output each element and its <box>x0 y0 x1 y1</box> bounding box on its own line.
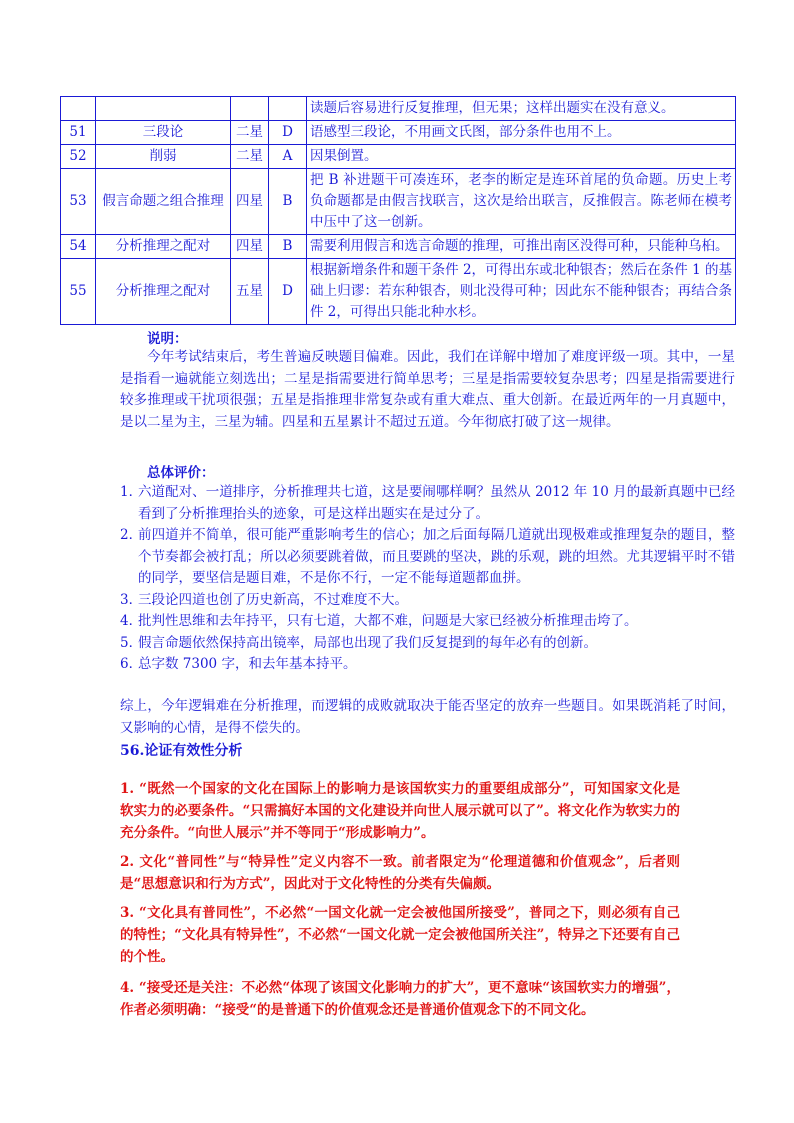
evaluation-item-text: 假言命题依然保持高出镜率，局部也出现了我们反复提到的每年必有的创新。 <box>138 634 597 651</box>
evaluation-item-number: 4． <box>120 613 143 629</box>
evaluation-item-text: 三段论四道也创了历史新高，不过难度不大。 <box>138 591 408 608</box>
evaluation-list <box>120 482 735 676</box>
answer-cell: A <box>269 145 307 169</box>
section-title: 56.论证有效性分析 <box>120 743 243 759</box>
analysis-note-cell: 因果倒置。 <box>307 145 736 169</box>
difficulty-cell: 二星 <box>231 121 269 145</box>
analysis-note-cell: 读题后容易进行反复推理，但无果；这样出题实在没有意义。 <box>307 97 736 121</box>
answer-cell: B <box>269 169 307 235</box>
table-row <box>61 97 736 121</box>
answer-cell <box>269 97 307 121</box>
evaluation-item-text: 前四道并不简单，很可能严重影响考生的信心；加之后面每隔几道就出现极难或推理复杂的题目，整个节奏都会被打乱；所以必须要跳着做，而且要跳的坚决，跳的乐观，跳的坦然。尤其逻辑平时不错的同学，要坚信是题目难，不是你不行，一定不能每道题都血拼。 <box>138 527 735 586</box>
argument-point-4: 4. “接受还是关注：不必然“体现了该国文化影响力的扩大”，更不意味“该国软实力的增强”，作者必须明确：“接受“的是普通下的价值观念还是普通价值观念下的不同文化。 <box>120 980 680 1018</box>
answer-cell: D <box>269 259 307 325</box>
analysis-note-cell: 需要利用假言和选言命题的推理，可推出南区没得可种，只能种乌桕。 <box>307 235 736 259</box>
evaluation-item <box>120 633 735 655</box>
question-number-cell: 51 <box>61 121 96 145</box>
evaluation-item <box>120 525 735 590</box>
evaluation-item-number: 3． <box>120 591 143 608</box>
argument-point-3: 3. “文化具有普同性”，不必然“一国文化就一定会被他国所接受”，普同之下，则必须有自己的特性；“文化具有特异性”，不必然“一国文化就一定会被他国所关注”，特异之下还要有自己的个性。 <box>120 905 680 965</box>
difficulty-cell <box>231 97 269 121</box>
explanation-paragraph: 今年考试结束后，考生普遍反映题目偏难。因此，我们在详解中增加了难度评级一项。其中，一星是指看一遍就能立刻选出；二星是指需要进行简单思考；三星是指需要较复杂思考；四星是指需要进行较多推理或干扰项很强；五星是指推理非常复杂或有重大难点、重大创新。在最近两年的一月真题中，是以二星为主，三星为辅。四星和五星累计不超过五道。今年彻底打破了这一规律。 <box>120 349 735 430</box>
question-type-cell: 削弱 <box>96 145 231 169</box>
difficulty-cell: 二星 <box>231 145 269 169</box>
evaluation-item <box>120 482 735 525</box>
evaluation-item-text: 六道配对、一道排序，分析推理共七道，这是要闹哪样啊？虽然从 2012 年 10 月的最新真题中已经看到了分析推理抬头的迹象，可是这样出题实在是过分了。 <box>138 484 735 522</box>
analysis-note-cell: 把 B 补进题干可凑连环，老李的断定是连环首尾的负命题。历史上考负命题都是由假言找联言，这次是给出联言，反推假言。陈老师在模考中压中了这一创新。 <box>307 169 736 235</box>
table-row <box>61 145 736 169</box>
argument-point-2: 2. 文化“普同性”与“特异性”定义内容不一致。前者限定为“伦理道德和价值观念”，后者则是“思想意识和行为方式”，因此对于文化特性的分类有失偏颇。 <box>120 854 680 892</box>
answer-cell: B <box>269 235 307 259</box>
evaluation-item-number: 6． <box>120 656 143 672</box>
table-row <box>61 235 736 259</box>
question-number-cell: 54 <box>61 235 96 259</box>
question-type-cell: 分析推理之配对 <box>96 259 231 325</box>
difficulty-cell: 五星 <box>231 259 269 325</box>
evaluation-item-number: 5． <box>120 634 143 651</box>
evaluation-item <box>120 654 735 676</box>
answer-table <box>60 96 736 325</box>
question-type-cell <box>96 97 231 121</box>
table-row <box>61 259 736 325</box>
question-number-cell <box>61 97 96 121</box>
evaluation-summary: 综上，今年逻辑难在分析推理，而逻辑的成败就取决于能否坚定的放弃一些题目。如果既消耗了时间，又影响的心情，是得不偿失的。 <box>120 698 735 736</box>
question-type-cell: 假言命题之组合推理 <box>96 169 231 235</box>
evaluation-item <box>120 611 735 633</box>
question-type-cell: 三段论 <box>96 121 231 145</box>
argument-point-1: 1. “既然一个国家的文化在国际上的影响力是该国软实力的重要组成部分”，可知国家文化是软实力的必要条件。“只需搞好本国的文化建设并向世人展示就可以了”。将文化作为软实力的充分条件。“向世人展示”并不等同于“形成影响力”。 <box>120 781 680 841</box>
evaluation-item-number: 1． <box>120 484 143 500</box>
analysis-note-cell: 根据新增条件和题干条件 2，可得出东或北种银杏；然后在条件 1 的基础上归谬：若东种银杏，则北没得可种；因此东不能种银杏；再结合条件 2，可得出只能北种水杉。 <box>307 259 736 325</box>
question-type-cell: 分析推理之配对 <box>96 235 231 259</box>
table-row <box>61 121 736 145</box>
explanation-heading: 说明： <box>147 331 188 347</box>
evaluation-item-text: 总字数 7300 字，和去年基本持平。 <box>138 656 357 672</box>
difficulty-cell: 四星 <box>231 169 269 235</box>
question-number-cell: 53 <box>61 169 96 235</box>
evaluation-heading: 总体评价： <box>147 465 215 481</box>
table-row <box>61 169 736 235</box>
evaluation-item-number: 2． <box>120 527 143 543</box>
evaluation-item-text: 批判性思维和去年持平，只有七道，大都不难，问题是大家已经被分析推理击垮了。 <box>138 613 638 629</box>
analysis-note-cell: 语感型三段论，不用画文氏图，部分条件也用不上。 <box>307 121 736 145</box>
answer-cell: D <box>269 121 307 145</box>
difficulty-cell: 四星 <box>231 235 269 259</box>
evaluation-item <box>120 590 735 612</box>
question-number-cell: 52 <box>61 145 96 169</box>
question-number-cell: 55 <box>61 259 96 325</box>
